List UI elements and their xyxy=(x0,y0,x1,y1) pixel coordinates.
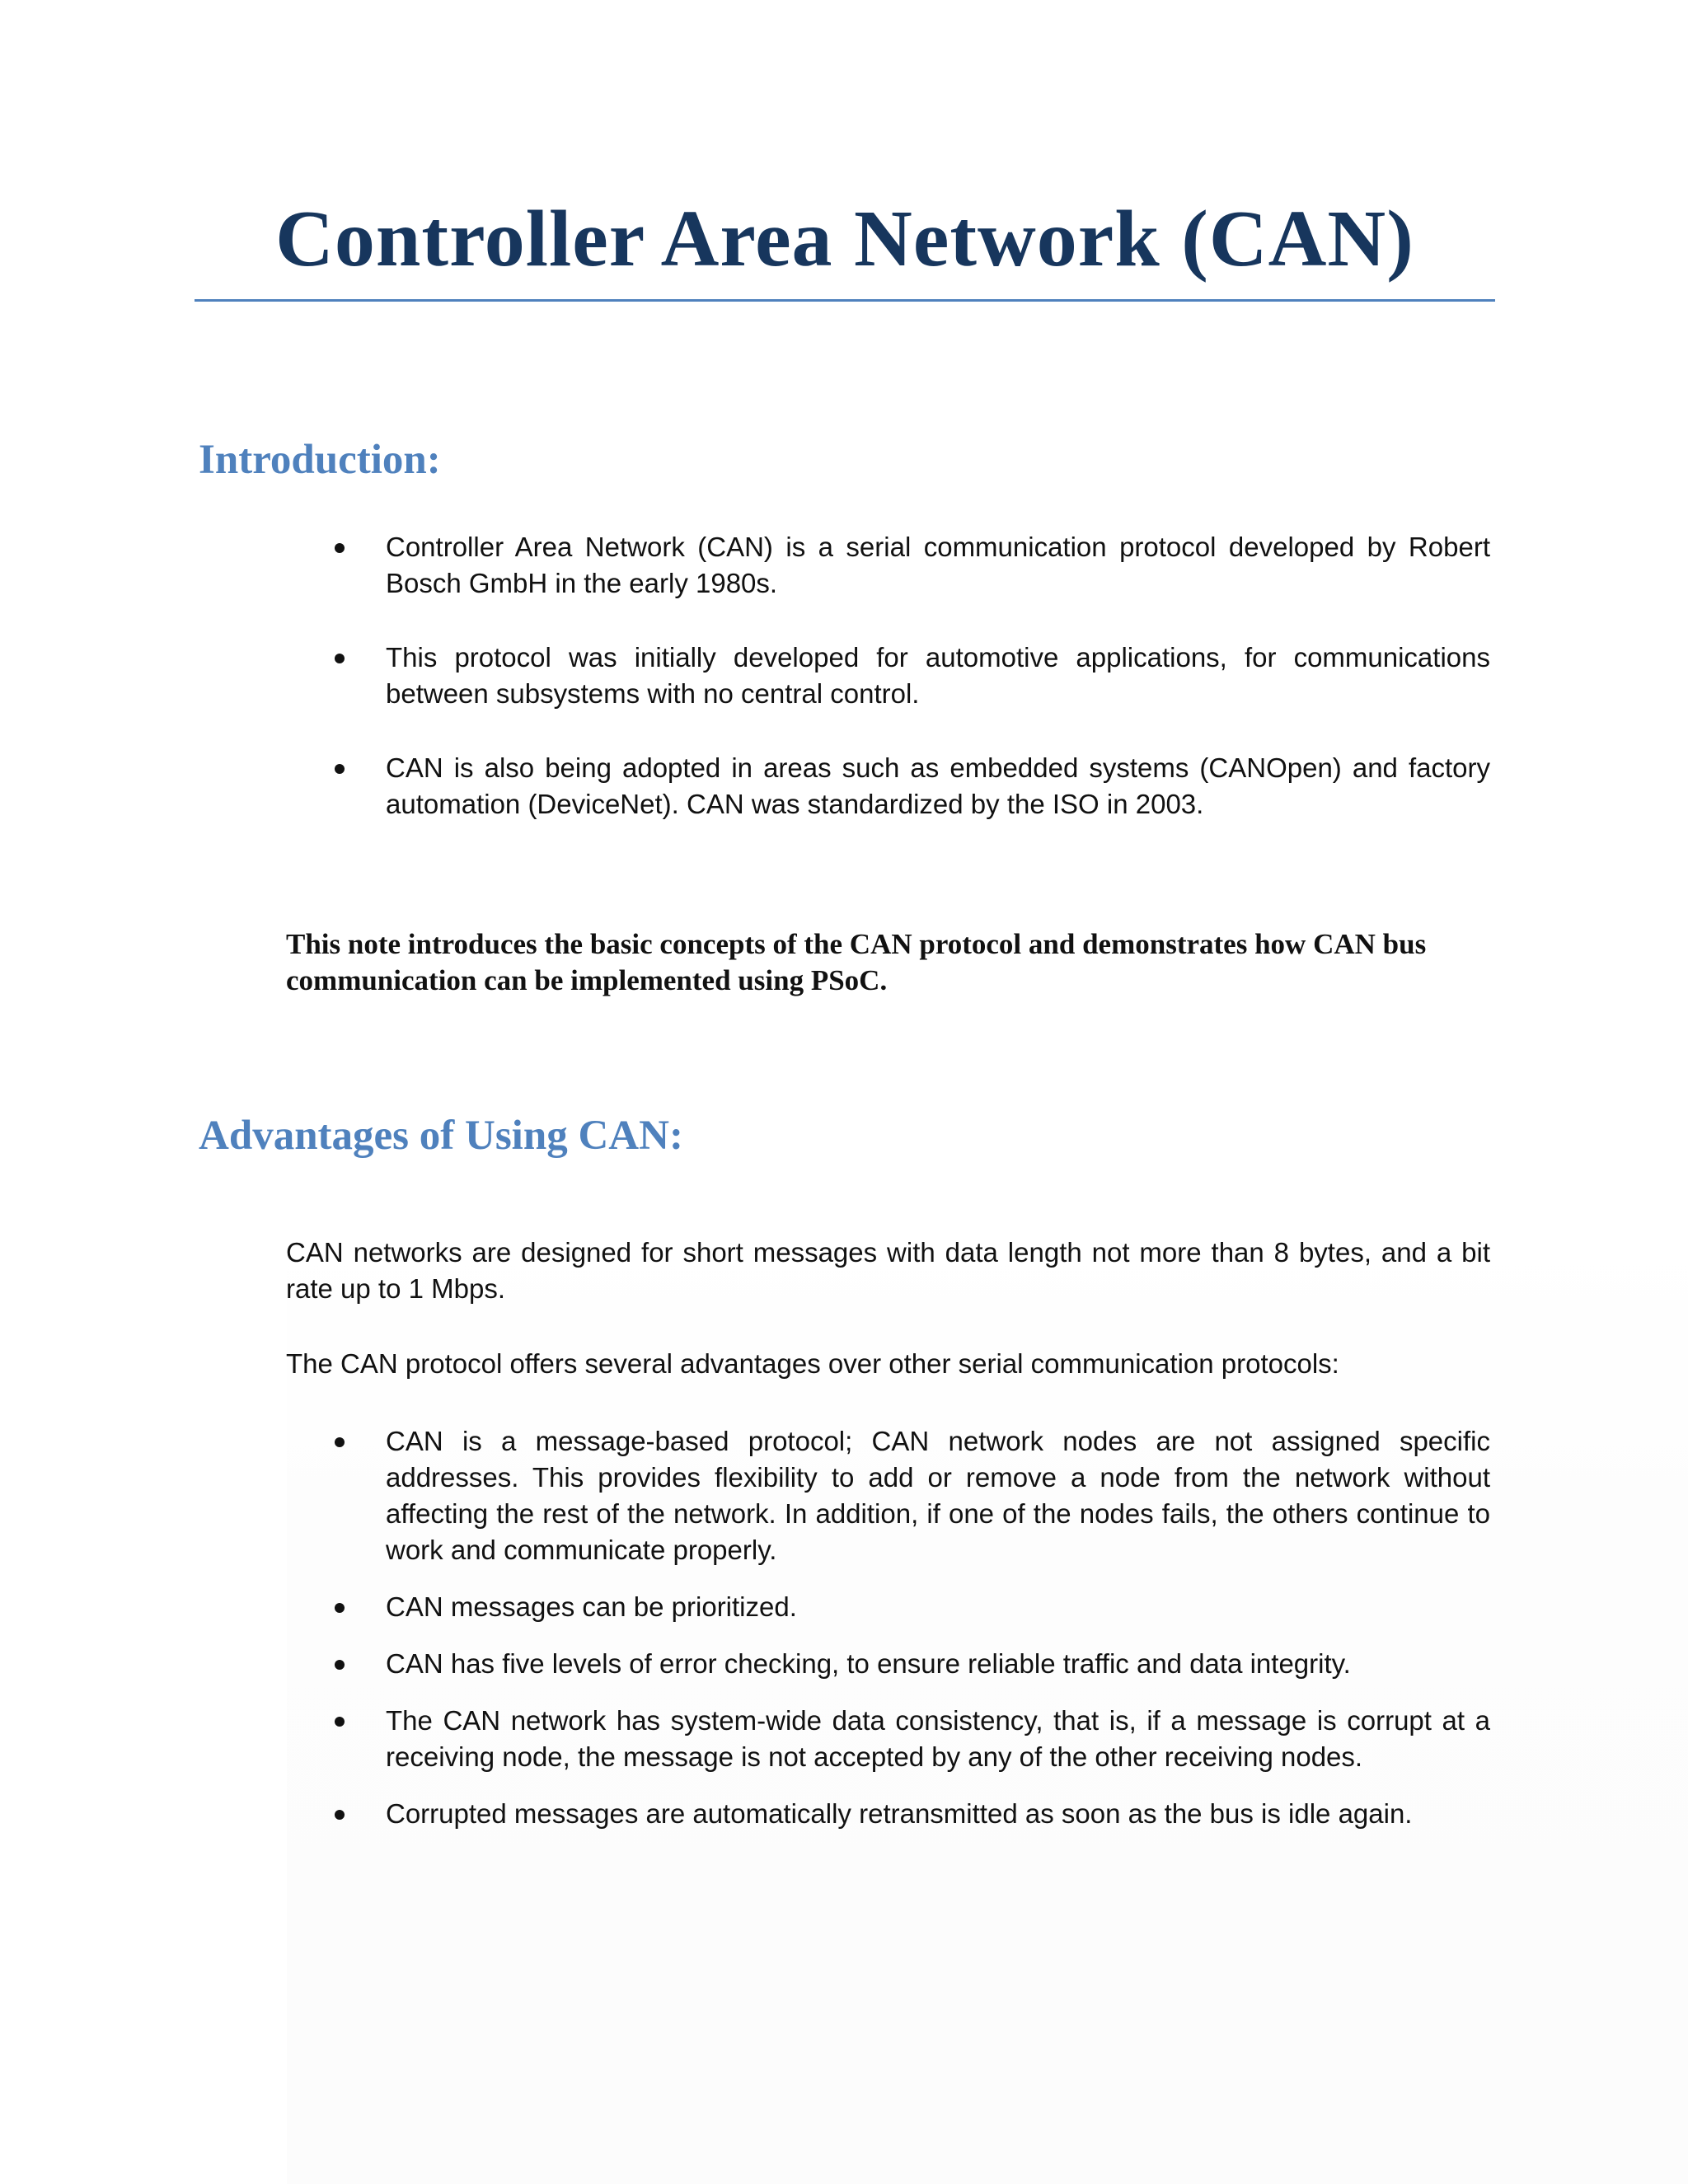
list-item xyxy=(330,640,1490,712)
list-item-text: CAN is a message-based protocol; CAN network nodes are not assigned specific addresses. This provides flexibility to add or remove a node from the network without affecting the rest of the network. In addition, if one of the nodes fails, the others continue to work and communicate properly. xyxy=(386,1426,1490,1565)
introduction-note: This note introduces the basic concepts of the CAN protocol and demonstrates how CAN bus communication can be implemented using PSoC. xyxy=(286,928,1427,996)
bullet-icon xyxy=(335,1660,345,1670)
bullet-icon xyxy=(335,1603,345,1613)
list-item-text: CAN is also being adopted in areas such as embedded systems (CANOpen) and factory automation (DeviceNet). CAN was standardized by the ISO in 2003. xyxy=(386,752,1490,819)
bullet-icon xyxy=(335,1810,345,1820)
advantages-paragraph: CAN networks are designed for short messages with data length not more than 8 bytes, and a bit rate up to 1 Mbps. xyxy=(286,1237,1490,1304)
advantages-paragraph: The CAN protocol offers several advantages over other serial communication protocols: xyxy=(286,1348,1339,1379)
list-item xyxy=(330,1423,1490,1568)
list-item-text: Controller Area Network (CAN) is a serial communication protocol developed by Robert Bosch GmbH in the early 1980s. xyxy=(386,532,1490,598)
section-heading-introduction: Introduction: xyxy=(199,437,441,483)
advantages-bullet-list xyxy=(330,1423,1490,1853)
list-item-text: This protocol was initially developed for automotive applications, for communications between subsystems with no central control. xyxy=(386,642,1490,709)
list-item xyxy=(330,1589,1490,1625)
bullet-icon xyxy=(335,654,345,663)
list-item-text: The CAN network has system-wide data consistency, that is, if a message is corrupt at a receiving node, the message is not accepted by any of the other receiving nodes. xyxy=(386,1705,1490,1772)
bullet-icon xyxy=(335,764,345,774)
list-item xyxy=(330,529,1490,602)
section-heading-advantages: Advantages of Using CAN: xyxy=(199,1113,683,1159)
bullet-icon xyxy=(335,1437,345,1447)
list-item xyxy=(330,750,1490,823)
bullet-icon xyxy=(335,1717,345,1727)
bullet-icon xyxy=(335,543,345,553)
list-item xyxy=(330,1646,1490,1682)
list-item xyxy=(330,1703,1490,1775)
title-underline-rule xyxy=(195,299,1495,302)
list-item-text: Corrupted messages are automatically retransmitted as soon as the bus is idle again. xyxy=(386,1798,1413,1829)
list-item-text: CAN messages can be prioritized. xyxy=(386,1591,797,1622)
list-item-text: CAN has five levels of error checking, to ensure reliable traffic and data integrity. xyxy=(386,1648,1351,1679)
list-item xyxy=(330,1796,1490,1832)
introduction-bullet-list xyxy=(330,529,1490,860)
document-title: Controller Area Network (CAN) xyxy=(275,194,1414,284)
